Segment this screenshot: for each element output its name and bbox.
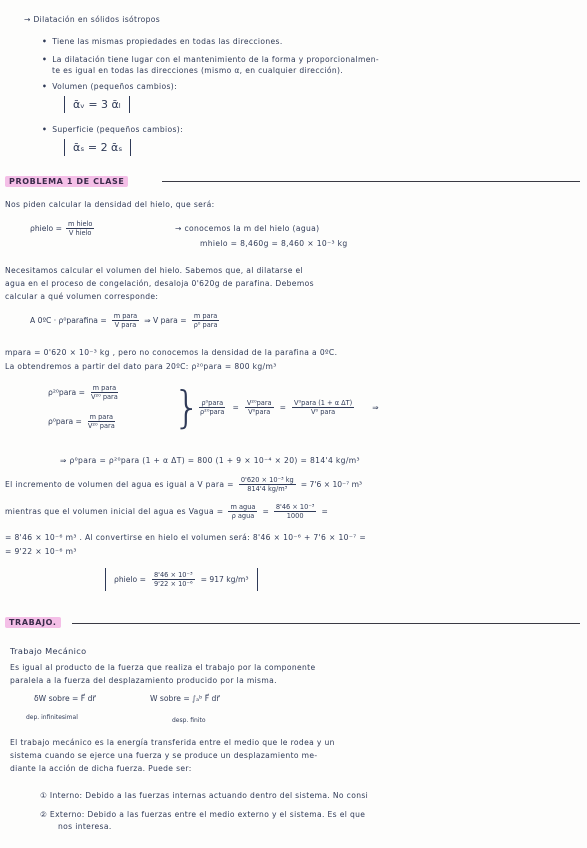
section-divider bbox=[162, 181, 580, 182]
problem-badge: PROBLEMA 1 DE CLASE bbox=[5, 176, 128, 187]
increment-num: 0'620 × 10⁻³ kg bbox=[240, 476, 294, 484]
paragraph-line: calcular a qué volumen corresponde: bbox=[5, 292, 159, 301]
list-item-externo: ② Externo: Debido a las fuerzas entre el medio externo y el sistema. Es el que bbox=[40, 810, 366, 819]
work-formula-infinitesimal: δW sobre = F⃗ dr⃗ bbox=[34, 694, 96, 703]
sys-b-lhs: ρ⁰para = bbox=[48, 417, 82, 426]
ratio3 bbox=[292, 399, 354, 416]
increment-den: 814'4 kg/m³ bbox=[247, 485, 288, 493]
list-item-interno: ① Interno: Debido a las fuerzas internas actuando dentro del sistema. No consi bbox=[40, 791, 369, 800]
system-brace: } bbox=[173, 382, 201, 433]
density-den: V hielo bbox=[68, 229, 92, 237]
final-density-box bbox=[105, 568, 258, 591]
vpara-num: m para bbox=[193, 312, 218, 320]
water-den: ρ agua bbox=[231, 512, 255, 520]
explanation-line: El trabajo mecánico es la energía transferida entre el medio que le rodea y un bbox=[10, 738, 335, 747]
rho0-den: V para bbox=[114, 321, 137, 329]
water-volume-line bbox=[5, 503, 328, 520]
bullet-text: te es igual en todas las direcciones (mismo α, en cualquier dirección). bbox=[52, 66, 344, 75]
sys-a-num: m para bbox=[92, 384, 117, 392]
problem-intro: Nos piden calcular la densidad del hielo, que será: bbox=[5, 200, 215, 209]
vpara-den: ρ⁰ para bbox=[193, 321, 218, 329]
paragraph-line: Necesitamos calcular el volumen del hielo. Sabemos que, al dilatarse el bbox=[5, 266, 303, 275]
bullet-text: • La dilatación tiene lugar con el mantenimiento de la forma y proporcionalmen- bbox=[42, 55, 379, 64]
ratio2 bbox=[245, 399, 274, 416]
formula-surface: ᾱₛ = 2 ᾱₛ bbox=[64, 139, 131, 156]
sys-a-den: V²⁰ para bbox=[90, 393, 118, 401]
water-num: m agua bbox=[230, 503, 256, 511]
water-fraction-values bbox=[274, 503, 317, 520]
implies-arrow: ⇒ bbox=[372, 403, 379, 412]
final-lhs: ρhielo = bbox=[114, 575, 146, 584]
bullet-text: • Tiene las mismas propiedades en todas las direcciones. bbox=[42, 37, 283, 46]
paragraph-line: agua en el proceso de congelación, desaloja 0'620g de parafina. Debemos bbox=[5, 279, 314, 288]
equals: = bbox=[232, 403, 239, 412]
ratio1-num: ρ⁰para bbox=[201, 399, 224, 407]
work-note-infinitesimal: dep. infinitesimal bbox=[26, 714, 78, 721]
increment-line bbox=[5, 476, 362, 493]
ratio2-num: V²⁰para bbox=[246, 399, 272, 407]
definition-line: paralela a la fuerza del desplazamiento producido por la misma. bbox=[10, 676, 277, 685]
section-divider bbox=[72, 623, 580, 624]
increment-text: El incremento de volumen del agua es igual a V para = bbox=[5, 480, 234, 489]
ratio1-den: ρ²⁰para bbox=[200, 408, 225, 416]
list-item-externo-cont: nos interesa. bbox=[58, 822, 112, 831]
conversion-line: = 8'46 × 10⁻⁶ m³ . Al convertirse en hielo el volumen será: 8'46 × 10⁻⁶ + 7'6 × 10⁻⁷ = bbox=[5, 533, 367, 542]
water-den2: 1000 bbox=[286, 512, 304, 520]
final-den: 9'22 × 10⁻⁶ bbox=[153, 580, 193, 588]
obtain-line: La obtendremos a partir del dato para 20ºC: ρ²⁰para = 800 kg/m³ bbox=[5, 362, 277, 371]
bullet-text: • Volumen (pequeños cambios): bbox=[42, 82, 177, 91]
mass-value: mhielo = 8,460g = 8,460 × 10⁻³ kg bbox=[200, 239, 348, 248]
final-fraction bbox=[152, 571, 195, 588]
ratio3-num: V⁰para (1 + α ΔT) bbox=[293, 399, 353, 407]
mpara-line: mpara = 0'620 × 10⁻³ kg , pero no conocemos la densidad de la parafina a 0ºC. bbox=[5, 348, 338, 357]
water-num2: 8'46 × 10⁻³ bbox=[275, 503, 315, 511]
final-rhs: = 917 kg/m³ bbox=[200, 575, 249, 584]
system-ratio bbox=[198, 399, 379, 416]
equals: = bbox=[262, 507, 269, 516]
increment-fraction bbox=[239, 476, 296, 493]
increment-result: = 7'6 × 10⁻⁷ m³ bbox=[300, 480, 363, 489]
paraffin-density-formula bbox=[30, 312, 220, 329]
trabajo-subheading: Trabajo Mecánico bbox=[10, 646, 87, 656]
rho0-fraction bbox=[112, 312, 140, 329]
rho0-lhs: A 0ºC · ρ⁰parafina = bbox=[30, 316, 107, 325]
mass-known-note: → conocemos la m del hielo (agua) bbox=[175, 224, 320, 233]
formula-volume: ᾱᵥ = 3 ᾱₗ bbox=[64, 96, 130, 113]
system-eq-b bbox=[48, 413, 117, 430]
sys-b-num: m para bbox=[89, 413, 114, 421]
sys-b-fraction bbox=[86, 413, 117, 430]
ratio3-den: V⁰ para bbox=[311, 408, 336, 416]
work-formula-finite: W sobre = ∫ₐᵇ F⃗ dr⃗ bbox=[150, 694, 220, 703]
water-fraction bbox=[228, 503, 257, 520]
trabajo-badge: TRABAJO. bbox=[5, 617, 61, 628]
final-num: 8'46 × 10⁻³ bbox=[153, 571, 193, 579]
equals: = bbox=[279, 403, 286, 412]
rho0-arrow: ⇒ V para = bbox=[144, 316, 187, 325]
equals: = bbox=[321, 507, 328, 516]
conversion-result: = 9'22 × 10⁻⁶ m³ bbox=[5, 547, 77, 556]
work-note-finite: desp. finito bbox=[172, 717, 206, 724]
explanation-line: sistema cuando se ejerce una fuerza y se produce un desplazamiento me- bbox=[10, 751, 318, 760]
density-lhs: ρhielo = bbox=[30, 224, 62, 233]
ratio1 bbox=[198, 399, 226, 416]
sys-b-den: V²⁰ para bbox=[87, 422, 115, 430]
sys-a-lhs: ρ²⁰para = bbox=[48, 388, 85, 397]
density-fraction bbox=[66, 220, 94, 237]
vpara-fraction bbox=[192, 312, 220, 329]
rho0-num: m para bbox=[113, 312, 138, 320]
rho0-result: ⇒ ρ⁰para = ρ²⁰para (1 + α ΔT) = 800 (1 + 9 × 10⁻⁴ × 20) = 814'4 kg/m³ bbox=[60, 456, 360, 465]
section-heading-dilatacion: → Dilatación en sólidos isótropos bbox=[24, 15, 161, 24]
explanation-line: diante la acción de dicha fuerza. Puede ser: bbox=[10, 764, 192, 773]
bullet-text: • Superficie (pequeños cambios): bbox=[42, 125, 183, 134]
ratio2-den: V⁰para bbox=[248, 408, 271, 416]
system-eq-a bbox=[48, 384, 120, 401]
water-text: mientras que el volumen inicial del agua es Vagua = bbox=[5, 507, 224, 516]
density-num: m hielo bbox=[67, 220, 93, 228]
density-formula bbox=[30, 220, 94, 237]
sys-a-fraction bbox=[89, 384, 120, 401]
definition-line: Es igual al producto de la fuerza que realiza el trabajo por la componente bbox=[10, 663, 316, 672]
